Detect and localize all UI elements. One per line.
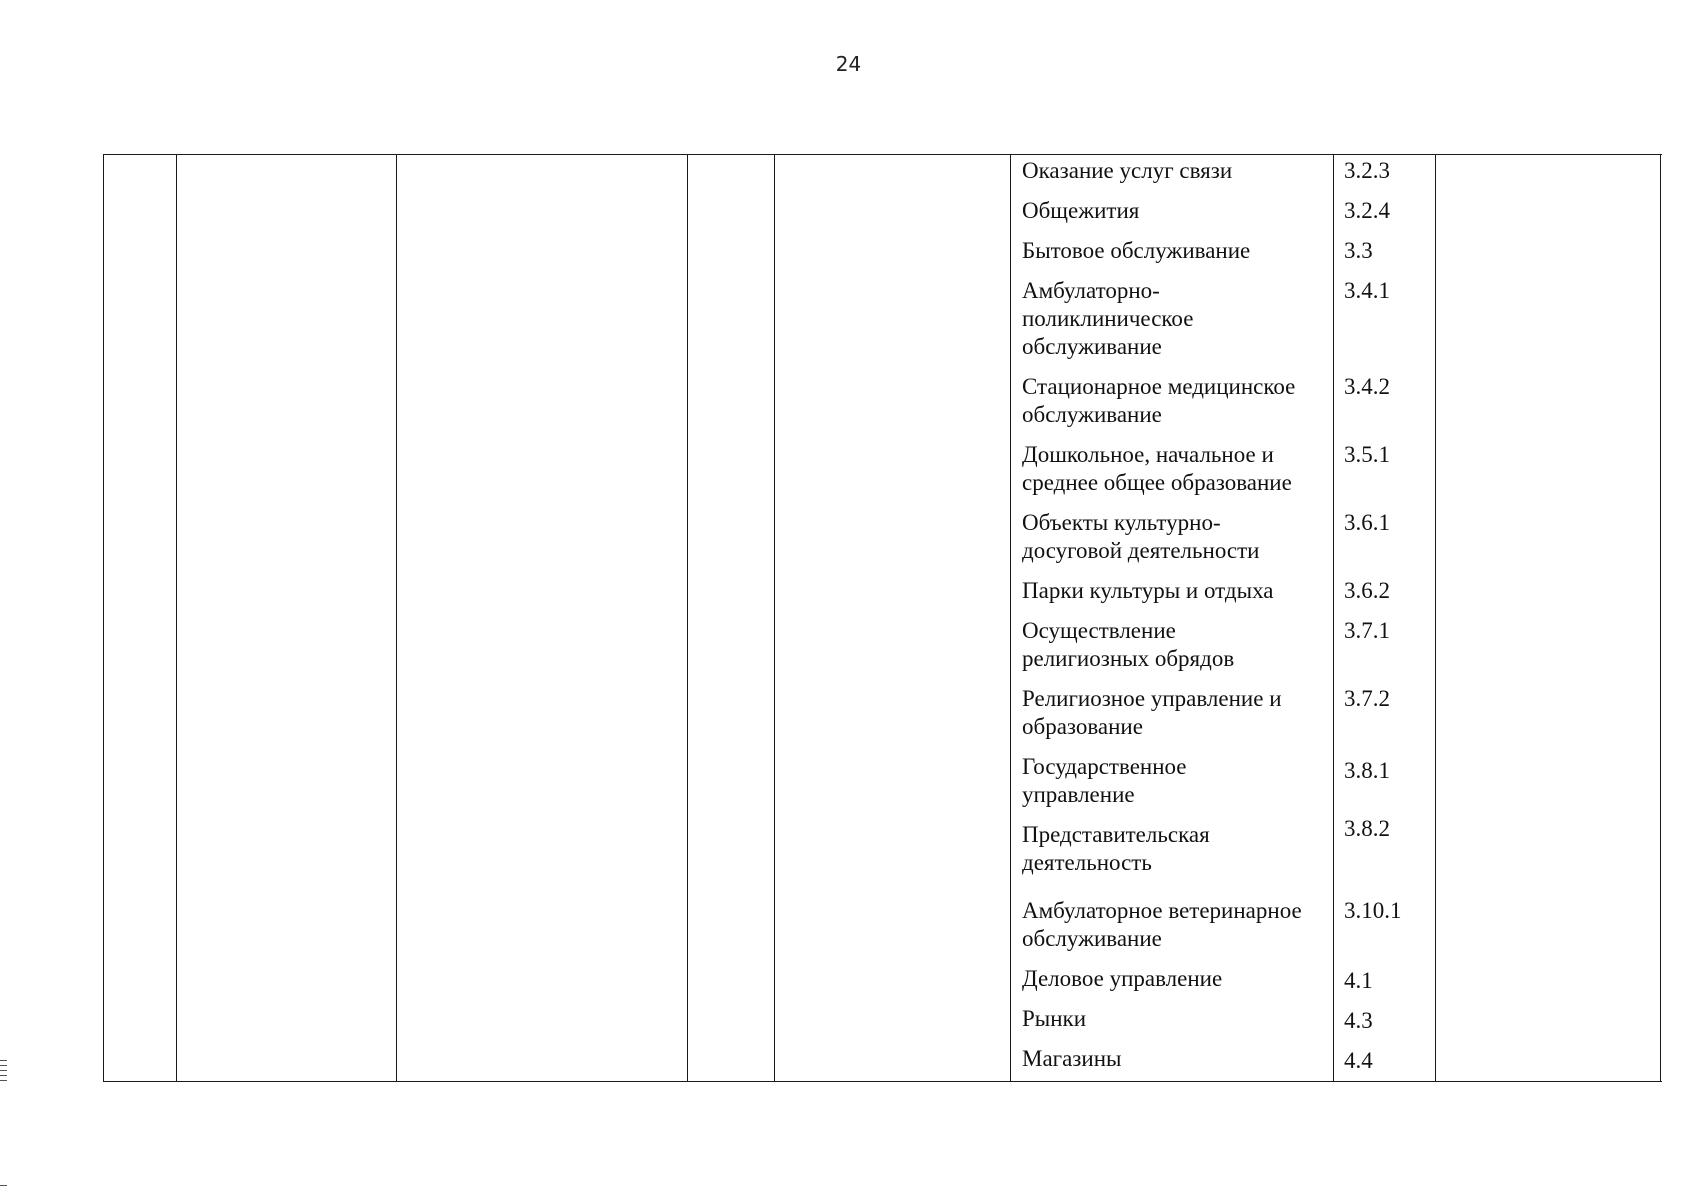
- table-cell-code: 3.4.2: [1344, 374, 1390, 399]
- scan-margin-marks: [0, 1060, 8, 1085]
- column-divider: [176, 155, 177, 1081]
- table-cell-name: Религиозное управление и образование: [1022, 686, 1282, 739]
- land-use-table: [103, 154, 1662, 1082]
- table-cell-name: Дошкольное, начальное и среднее общее образование: [1022, 442, 1292, 495]
- table-cell-name: Общежития: [1022, 198, 1140, 223]
- table-cell-name: Государственное управление: [1022, 754, 1187, 807]
- column-divider: [774, 155, 775, 1081]
- column-divider: [396, 155, 397, 1081]
- table-cell-code: 4.3: [1344, 1008, 1373, 1033]
- table-cell-code: 3.2.4: [1344, 198, 1390, 223]
- table-cell-name: Парки культуры и отдыха: [1022, 578, 1274, 603]
- table-cell-code: 3.3: [1344, 238, 1373, 263]
- table-cell-name: Амбулаторно-поликлиническое обслуживание: [1022, 278, 1194, 359]
- table-cell-code: 4.4: [1344, 1048, 1373, 1073]
- table-cell-name: Осуществление религиозных обрядов: [1022, 618, 1235, 671]
- table-cell-name: Бытовое обслуживание: [1022, 238, 1251, 263]
- column-divider: [1010, 155, 1011, 1081]
- table-cell-code: 3.7.1: [1344, 618, 1390, 643]
- table-cell-code: 3.8.1: [1344, 758, 1390, 783]
- column-divider: [687, 155, 688, 1081]
- table-cell-name: Рынки: [1022, 1006, 1087, 1031]
- table-cell-name: Оказание услуг связи: [1022, 158, 1233, 183]
- table-cell-name: Магазины: [1022, 1046, 1122, 1071]
- table-cell-code: 4.1: [1344, 968, 1373, 993]
- column-divider: [1333, 155, 1334, 1081]
- table-cell-code: 3.7.2: [1344, 686, 1390, 711]
- table-cell-name: Стационарное медицинское обслуживание: [1022, 374, 1296, 427]
- table-border-right: [1660, 155, 1661, 1081]
- table-cell-name: Представительская деятельность: [1022, 822, 1210, 875]
- table-cell-code: 3.2.3: [1344, 158, 1390, 183]
- table-border-left: [103, 155, 104, 1081]
- table-cell-code: 3.10.1: [1344, 898, 1402, 923]
- scan-margin-mark: [0, 1185, 7, 1186]
- table-cell-code: 3.5.1: [1344, 442, 1390, 467]
- table-cell-code: 3.4.1: [1344, 278, 1390, 303]
- page-number: 24: [835, 52, 862, 76]
- table-cell-code: 3.6.2: [1344, 578, 1390, 603]
- table-cell-name: Деловое управление: [1022, 966, 1223, 991]
- table-cell-code: 3.6.1: [1344, 510, 1390, 535]
- table-cell-name: Амбулаторное ветеринарное обслуживание: [1022, 898, 1302, 951]
- table-cell-code: 3.8.2: [1344, 816, 1390, 841]
- table-cell-name: Объекты культурно-досуговой деятельности: [1022, 510, 1260, 563]
